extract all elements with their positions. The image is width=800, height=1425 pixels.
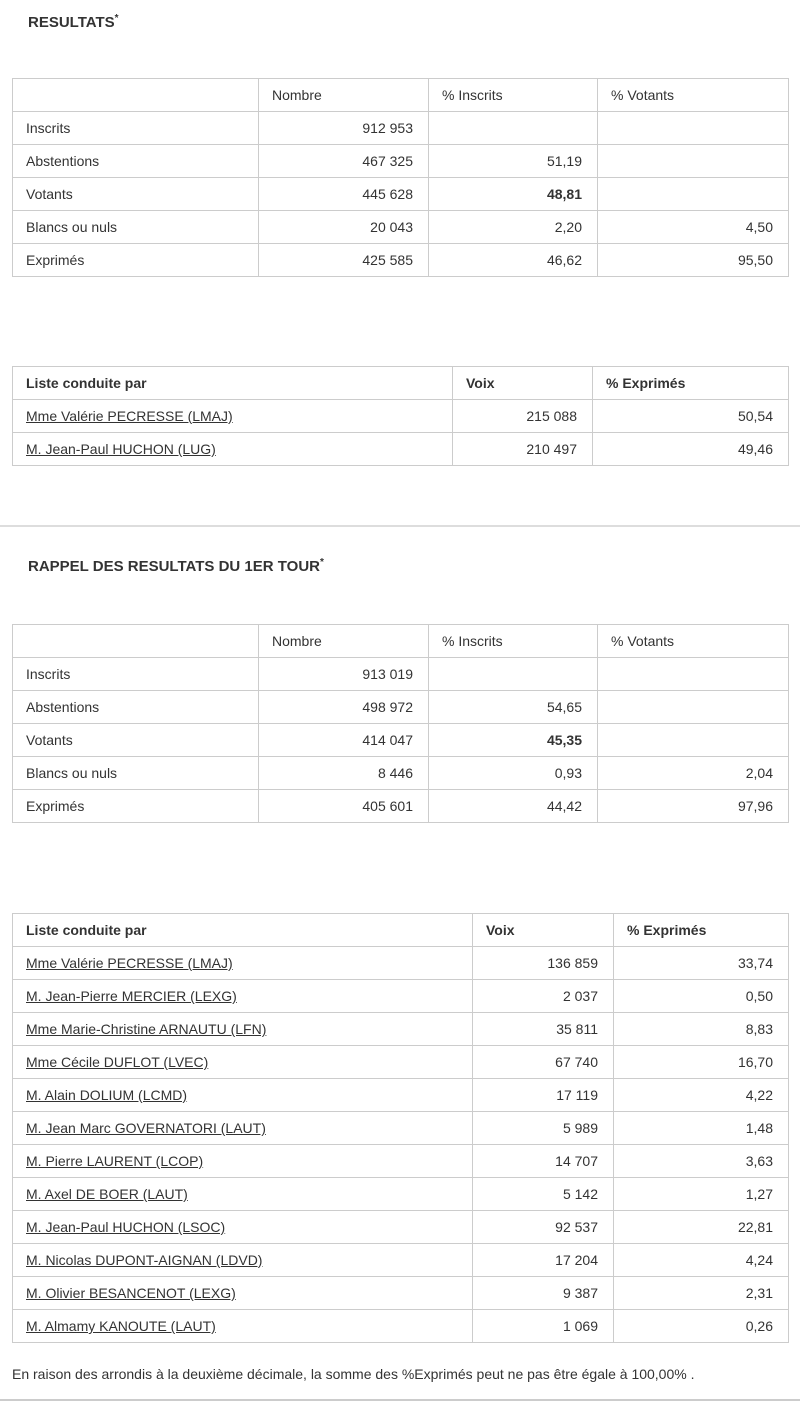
candidate-pct-exprimes: 0,50	[614, 980, 789, 1013]
table-row	[13, 1277, 789, 1310]
rounding-footnote: En raison des arrondis à la deuxième décimale, la somme des %Exprimés peut ne pas être égale à 100,00% .	[12, 1366, 695, 1382]
table-row	[13, 400, 789, 433]
table-header-row	[13, 367, 789, 400]
table-row	[13, 790, 789, 823]
table-row	[13, 433, 789, 466]
stat-label: Votants	[13, 724, 259, 757]
stat-value-pct-inscrits	[429, 658, 598, 691]
header-nombre: Nombre	[259, 625, 429, 658]
table-row	[13, 112, 789, 145]
table-row	[13, 980, 789, 1013]
candidate-voix: 5 142	[473, 1178, 614, 1211]
candidate-name-cell	[13, 1145, 473, 1178]
candidate-pct-exprimes: 4,24	[614, 1244, 789, 1277]
table-row	[13, 947, 789, 980]
header-pct-votants: % Votants	[598, 625, 789, 658]
table-header-row	[13, 79, 789, 112]
header-liste-conduite-par: Liste conduite par	[13, 367, 453, 400]
candidate-name-cell	[13, 1211, 473, 1244]
stat-value-pct-votants: 4,50	[598, 211, 789, 244]
stat-label: Inscrits	[13, 658, 259, 691]
stat-value-nombre: 405 601	[259, 790, 429, 823]
candidate-link[interactable]: M. Axel DE BOER (LAUT)	[26, 1186, 188, 1202]
stat-label: Blancs ou nuls	[13, 211, 259, 244]
table-row	[13, 1112, 789, 1145]
candidate-link[interactable]: M. Jean-Paul HUCHON (LUG)	[26, 441, 216, 457]
candidate-link[interactable]: M. Alain DOLIUM (LCMD)	[26, 1087, 188, 1103]
stat-label: Inscrits	[13, 112, 259, 145]
first-round-title-text: RAPPEL DES RESULTATS DU 1ER TOUR	[28, 558, 320, 575]
candidate-link[interactable]: M. Jean Marc GOVERNATORI (LAUT)	[26, 1120, 266, 1136]
table-header-row	[13, 625, 789, 658]
stat-value-pct-inscrits: 2,20	[429, 211, 598, 244]
stat-value-pct-inscrits: 44,42	[429, 790, 598, 823]
candidate-voix: 215 088	[453, 400, 593, 433]
candidate-link[interactable]: Mme Valérie PECRESSE (LMAJ)	[26, 408, 233, 424]
stat-value-pct-inscrits: 54,65	[429, 691, 598, 724]
stat-value-pct-votants	[598, 691, 789, 724]
table-row	[13, 1079, 789, 1112]
stat-value-nombre: 414 047	[259, 724, 429, 757]
results-title	[28, 14, 800, 32]
candidate-name-cell	[13, 1112, 473, 1145]
stat-label: Abstentions	[13, 691, 259, 724]
stat-value-nombre: 8 446	[259, 757, 429, 790]
stat-value-pct-votants	[598, 178, 789, 211]
candidate-name-cell	[13, 1079, 473, 1112]
candidate-pct-exprimes: 4,22	[614, 1079, 789, 1112]
candidate-name-cell	[13, 1013, 473, 1046]
table-row	[13, 1211, 789, 1244]
candidate-pct-exprimes: 22,81	[614, 1211, 789, 1244]
candidate-pct-exprimes: 2,31	[614, 1277, 789, 1310]
stat-value-pct-votants	[598, 724, 789, 757]
table-row	[13, 724, 789, 757]
first-round-stats-table	[12, 624, 789, 823]
candidate-link[interactable]: M. Jean-Paul HUCHON (LSOC)	[26, 1219, 226, 1235]
header-nombre: Nombre	[259, 79, 429, 112]
candidate-voix: 9 387	[473, 1277, 614, 1310]
candidate-name-cell	[13, 400, 453, 433]
candidate-voix: 67 740	[473, 1046, 614, 1079]
candidate-link[interactable]: M. Pierre LAURENT (LCOP)	[26, 1153, 204, 1169]
candidate-voix: 92 537	[473, 1211, 614, 1244]
candidate-pct-exprimes: 49,46	[593, 433, 789, 466]
stat-value-pct-votants	[598, 658, 789, 691]
stat-label: Votants	[13, 178, 259, 211]
candidate-pct-exprimes: 1,48	[614, 1112, 789, 1145]
candidate-voix: 14 707	[473, 1145, 614, 1178]
candidate-voix: 1 069	[473, 1310, 614, 1343]
table-row	[13, 1145, 789, 1178]
candidate-link[interactable]: M. Olivier BESANCENOT (LEXG)	[26, 1285, 236, 1301]
stat-value-pct-inscrits	[429, 112, 598, 145]
results-candidates-table	[12, 366, 789, 466]
first-round-title	[28, 558, 800, 576]
candidate-voix: 17 204	[473, 1244, 614, 1277]
table-row	[13, 1046, 789, 1079]
stat-value-pct-votants	[598, 112, 789, 145]
stat-label: Blancs ou nuls	[13, 757, 259, 790]
candidate-name-cell	[13, 433, 453, 466]
candidate-link[interactable]: Mme Valérie PECRESSE (LMAJ)	[26, 955, 233, 971]
candidate-name-cell	[13, 1277, 473, 1310]
first-round-candidates-table	[12, 913, 789, 1343]
header-pct-inscrits: % Inscrits	[429, 79, 598, 112]
candidate-pct-exprimes: 1,27	[614, 1178, 789, 1211]
header-pct-exprimes: % Exprimés	[614, 914, 789, 947]
header-empty	[13, 625, 259, 658]
header-liste-conduite-par: Liste conduite par	[13, 914, 473, 947]
header-empty	[13, 79, 259, 112]
table-row	[13, 757, 789, 790]
table-row	[13, 244, 789, 277]
table-row	[13, 1013, 789, 1046]
candidate-pct-exprimes: 33,74	[614, 947, 789, 980]
header-voix: Voix	[473, 914, 614, 947]
footnote-asterisk: *	[319, 557, 324, 568]
candidate-voix: 136 859	[473, 947, 614, 980]
stat-value-pct-votants: 97,96	[598, 790, 789, 823]
header-pct-votants: % Votants	[598, 79, 789, 112]
header-pct-exprimes: % Exprimés	[593, 367, 789, 400]
stat-value-nombre: 425 585	[259, 244, 429, 277]
candidate-name-cell	[13, 1046, 473, 1079]
candidate-name-cell	[13, 947, 473, 980]
table-row	[13, 1310, 789, 1343]
stat-value-nombre: 912 953	[259, 112, 429, 145]
stat-value-pct-inscrits: 0,93	[429, 757, 598, 790]
candidate-name-cell	[13, 1310, 473, 1343]
stat-label: Abstentions	[13, 145, 259, 178]
results-stats-table	[12, 78, 789, 277]
results-title-text: RESULTATS	[28, 14, 115, 31]
table-row	[13, 178, 789, 211]
footnote-asterisk: *	[114, 13, 119, 24]
candidate-pct-exprimes: 16,70	[614, 1046, 789, 1079]
candidate-voix: 5 989	[473, 1112, 614, 1145]
stat-value-pct-inscrits: 51,19	[429, 145, 598, 178]
candidate-link[interactable]: Mme Marie-Christine ARNAUTU (LFN)	[26, 1021, 267, 1037]
table-row	[13, 1244, 789, 1277]
stat-value-pct-votants	[598, 145, 789, 178]
candidate-name-cell	[13, 980, 473, 1013]
stat-value-nombre: 20 043	[259, 211, 429, 244]
stat-label: Exprimés	[13, 790, 259, 823]
stat-value-nombre: 467 325	[259, 145, 429, 178]
candidate-pct-exprimes: 8,83	[614, 1013, 789, 1046]
table-row	[13, 658, 789, 691]
candidate-voix: 2 037	[473, 980, 614, 1013]
candidate-voix: 210 497	[453, 433, 593, 466]
stat-value-pct-inscrits: 48,81	[429, 178, 598, 211]
candidate-link[interactable]: M. Jean-Pierre MERCIER (LEXG)	[26, 988, 237, 1004]
header-voix: Voix	[453, 367, 593, 400]
stat-value-pct-votants: 95,50	[598, 244, 789, 277]
table-row	[13, 1178, 789, 1211]
candidate-name-cell	[13, 1244, 473, 1277]
header-pct-inscrits: % Inscrits	[429, 625, 598, 658]
section-divider	[0, 525, 800, 527]
table-row	[13, 211, 789, 244]
table-header-row	[13, 914, 789, 947]
candidate-name-cell	[13, 1178, 473, 1211]
candidate-pct-exprimes: 50,54	[593, 400, 789, 433]
candidate-link[interactable]: Mme Cécile DUFLOT (LVEC)	[26, 1054, 209, 1070]
table-row	[13, 691, 789, 724]
stat-value-nombre: 913 019	[259, 658, 429, 691]
stat-label: Exprimés	[13, 244, 259, 277]
stat-value-nombre: 498 972	[259, 691, 429, 724]
candidate-link[interactable]: M. Almamy KANOUTE (LAUT)	[26, 1318, 216, 1334]
stat-value-pct-votants: 2,04	[598, 757, 789, 790]
bottom-divider	[0, 1399, 800, 1401]
candidate-link[interactable]: M. Nicolas DUPONT-AIGNAN (LDVD)	[26, 1252, 263, 1268]
table-row	[13, 145, 789, 178]
candidate-pct-exprimes: 0,26	[614, 1310, 789, 1343]
candidate-voix: 17 119	[473, 1079, 614, 1112]
candidate-voix: 35 811	[473, 1013, 614, 1046]
stat-value-pct-inscrits: 46,62	[429, 244, 598, 277]
stat-value-pct-inscrits: 45,35	[429, 724, 598, 757]
candidate-pct-exprimes: 3,63	[614, 1145, 789, 1178]
stat-value-nombre: 445 628	[259, 178, 429, 211]
